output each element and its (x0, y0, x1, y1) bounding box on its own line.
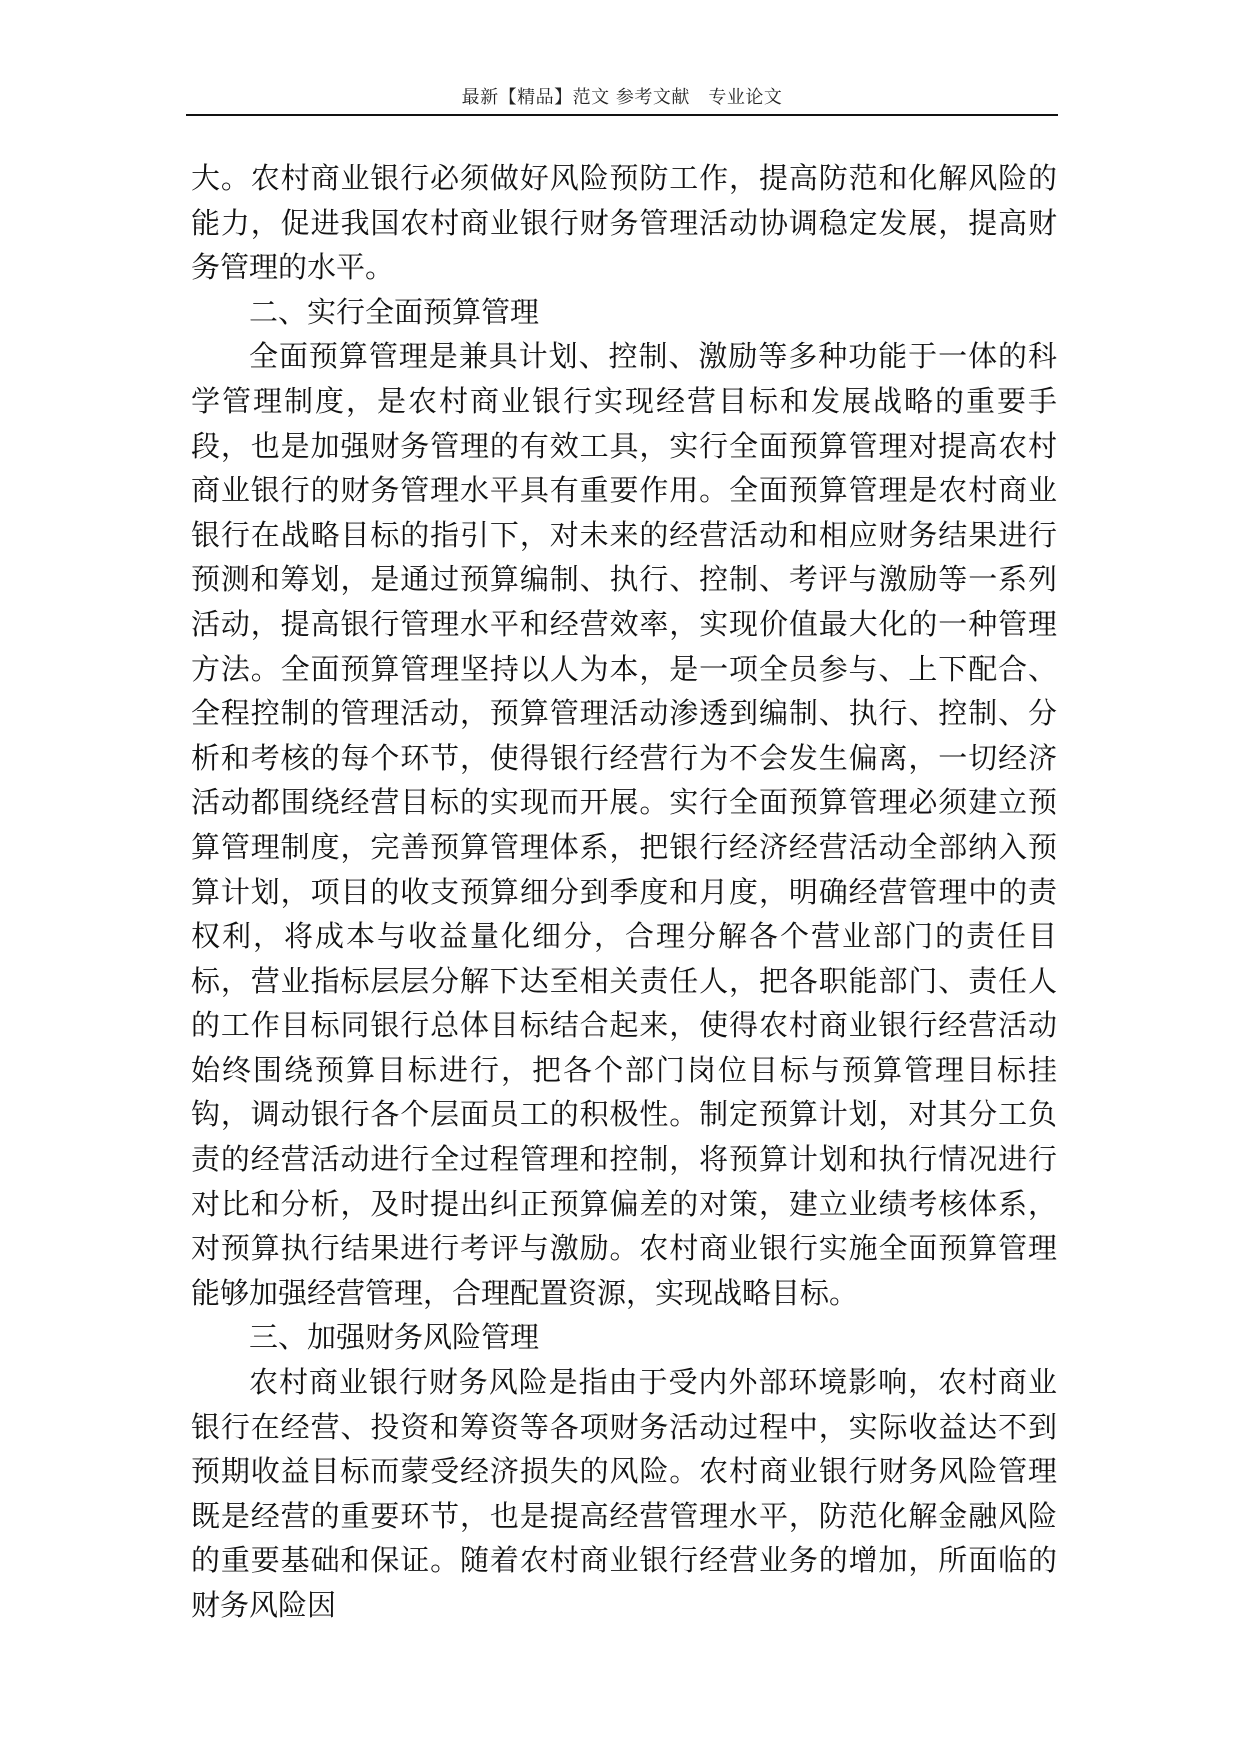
page-header: 最新【精品】范文 参考文献 专业论文 (461, 87, 783, 108)
section-heading-budget: 二、实行全面预算管理 (249, 294, 540, 329)
document-body (191, 156, 1057, 1628)
paragraph-financial-risk: 农村商业银行财务风险是指由于受内外部环境影响，农村商业银行在经营、投资和筹资等各项财务活动过程中，实际收益达不到预期收益目标而蒙受经济损失的风险。农村商业银行财务风险管理既是经营的重要环节，也是提高经营管理水平，防范化解金融风险的重要基础和保证。随着农村商业银行经营业务的增加，所面临的财务风险因 (191, 1365, 1057, 1622)
section-heading-risk: 三、加强财务风险管理 (249, 1320, 540, 1355)
paragraph-budget-management: 全面预算管理是兼具计划、控制、激励等多种功能于一体的科学管理制度，是农村商业银行实现经营目标和发展战略的重要手段，也是加强财务管理的有效工具，实行全面预算管理对提高农村商业银行的财务管理水平具有重要作用。全面预算管理是农村商业银行在战略目标的指引下，对未来的经营活动和相应财务结果进行预测和筹划，是通过预算编制、执行、控制、考评与激励等一系列活动，提高银行管理水平和经营效率，实现价值最大化的一种管理方法。全面预算管理坚持以人为本，是一项全员参与、上下配合、全程控制的管理活动，预算管理活动渗透到编制、执行、控制、分析和考核的每个环节，使得银行经营行为不会发生偏离，一切经济活动都围绕经营目标的实现而开展。实行全面预算管理必须建立预算管理制度，完善预算管理体系，把银行经济经营活动全部纳入预算计划，项目的收支预算细分到季度和月度，明确经营管理中的责权利，将成本与收益量化细分，合理分解各个营业部门的责任目标，营业指标层层分解下达至相关责任人，把各职能部门、责任人的工作目标同银行总体目标结合起来，使得农村商业银行经营活动始终围绕预算目标进行，把各个部门岗位目标与预算管理目标挂钩，调动银行各个层面员工的积极性。制定预算计划，对其分工负责的经营活动进行全过程管理和控制，将预算计划和执行情况进行对比和分析，及时提出纠正预算偏差的对策，建立业绩考核体系，对预算执行结果进行考评与激励。农村商业银行实施全面预算管理能够加强经营管理，合理配置资源，实现战略目标。 (191, 339, 1057, 1310)
header-divider (186, 114, 1058, 116)
paragraph-continuation: 大。农村商业银行必须做好风险预防工作，提高防范和化解风险的能力，促进我国农村商业银行财务管理活动协调稳定发展，提高财务管理的水平。 (191, 161, 1057, 285)
